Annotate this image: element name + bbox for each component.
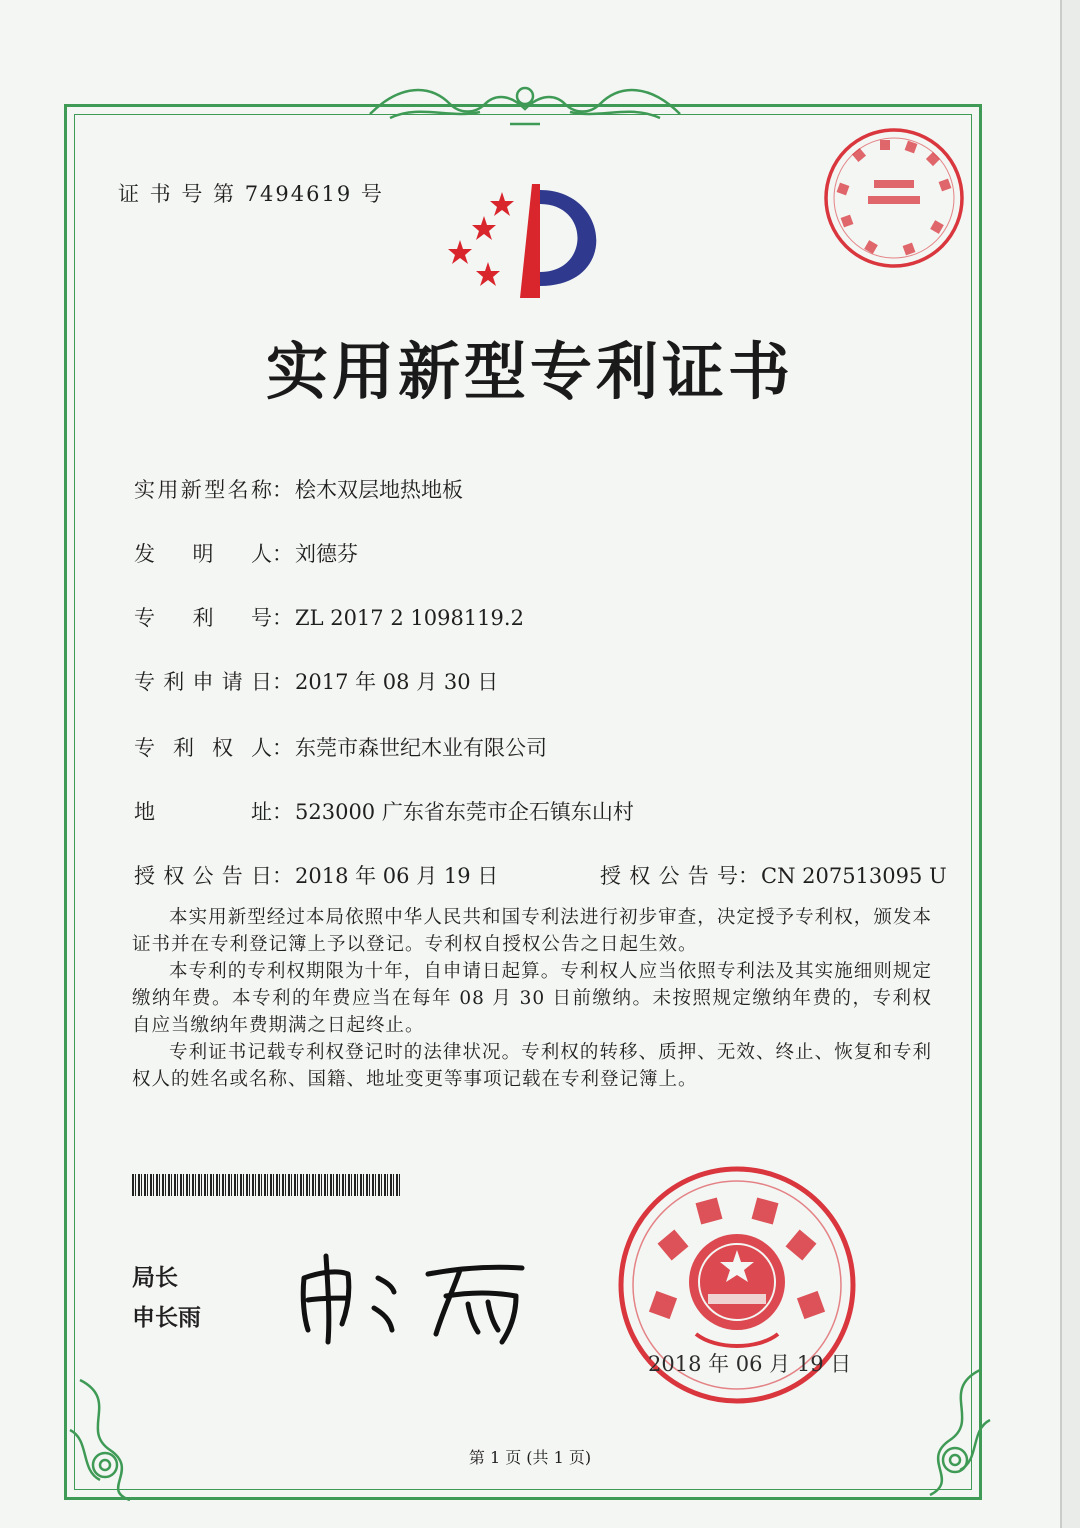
director-block bbox=[132, 1258, 201, 1338]
field-value: 2017 年 08 月 30 日 bbox=[295, 670, 499, 694]
certificate-body bbox=[132, 904, 932, 1093]
director-name: 申长雨 bbox=[132, 1305, 201, 1331]
field-label: 专利申请日 bbox=[134, 670, 272, 694]
certificate-number: 证 书 号 第 7494619 号 bbox=[118, 182, 384, 206]
top-ornament-icon bbox=[360, 74, 690, 134]
field-application-date: 专利申请日：2017 年 08 月 30 日 bbox=[134, 666, 498, 696]
field-value: 523000 广东省东莞市企石镇东山村 bbox=[295, 800, 634, 824]
field-value: ZL 2017 2 1098119.2 bbox=[295, 606, 524, 630]
body-paragraph: 专利证书记载专利权登记时的法律状况。专利权的转移、质押、无效、终止、恢复和专利权人的姓名或名称、国籍、地址变更等事项记载在专利登记簿上。 bbox=[132, 1042, 932, 1090]
field-patentee: 专利权人：东莞市森世纪木业有限公司 bbox=[134, 732, 547, 762]
body-paragraph: 本实用新型经过本局依照中华人民共和国专利法进行初步审查，决定授予专利权，颁发本证书并在专利登记簿上予以登记。专利权自授权公告之日起生效。 bbox=[132, 907, 932, 955]
seal-date: 2018 年 06 月 19 日 bbox=[648, 1352, 852, 1376]
director-signature-icon bbox=[290, 1238, 540, 1348]
field-publication-number: 授权公告号：CN 207513095 U bbox=[600, 860, 947, 890]
field-utility-model-name: 实用新型名称：桧木双层地热地板 bbox=[134, 474, 463, 504]
field-value: 刘德芬 bbox=[295, 542, 358, 566]
field-value: 2018 年 06 月 19 日 bbox=[295, 864, 499, 888]
field-label: 专利号 bbox=[134, 606, 272, 630]
field-label: 授权公告日 bbox=[134, 864, 272, 888]
field-grant-date: 授权公告日：2018 年 06 月 19 日 bbox=[134, 860, 498, 890]
field-address: 地址：523000 广东省东莞市企石镇东山村 bbox=[134, 796, 634, 826]
field-value: CN 207513095 U bbox=[761, 864, 947, 888]
field-label: 授权公告号 bbox=[600, 864, 738, 888]
field-label: 专利权人 bbox=[134, 736, 272, 760]
bottom-left-ornament-icon bbox=[60, 1370, 170, 1510]
page-number: 第 1 页 (共 1 页) bbox=[468, 1448, 592, 1467]
certificate-title: 实用新型专利证书 bbox=[265, 335, 794, 408]
field-value: 桧木双层地热地板 bbox=[295, 478, 463, 502]
field-value: 东莞市森世纪木业有限公司 bbox=[295, 736, 547, 760]
field-label: 发明人 bbox=[134, 542, 272, 566]
patent-office-logo-icon bbox=[440, 176, 620, 306]
director-title: 局长 bbox=[132, 1265, 178, 1291]
field-label: 地址 bbox=[134, 800, 272, 824]
body-paragraph: 本专利的专利权期限为十年，自申请日起算。专利权人应当依照专利法及其实施细则规定缴纳年费。本专利的年费应当在每年 08 月 30 日前缴纳。未按照规定缴纳年费的，专利权自应当缴纳年费期满之日起终止。 bbox=[132, 961, 932, 1036]
field-inventor: 发明人：刘德芬 bbox=[134, 538, 358, 568]
field-label: 实用新型名称 bbox=[134, 478, 272, 502]
barcode bbox=[132, 1174, 402, 1196]
field-patent-number: 专利号：ZL 2017 2 1098119.2 bbox=[134, 602, 524, 632]
bottom-right-ornament-icon bbox=[890, 1360, 1000, 1510]
stamp-duty-seal-icon bbox=[820, 124, 968, 272]
